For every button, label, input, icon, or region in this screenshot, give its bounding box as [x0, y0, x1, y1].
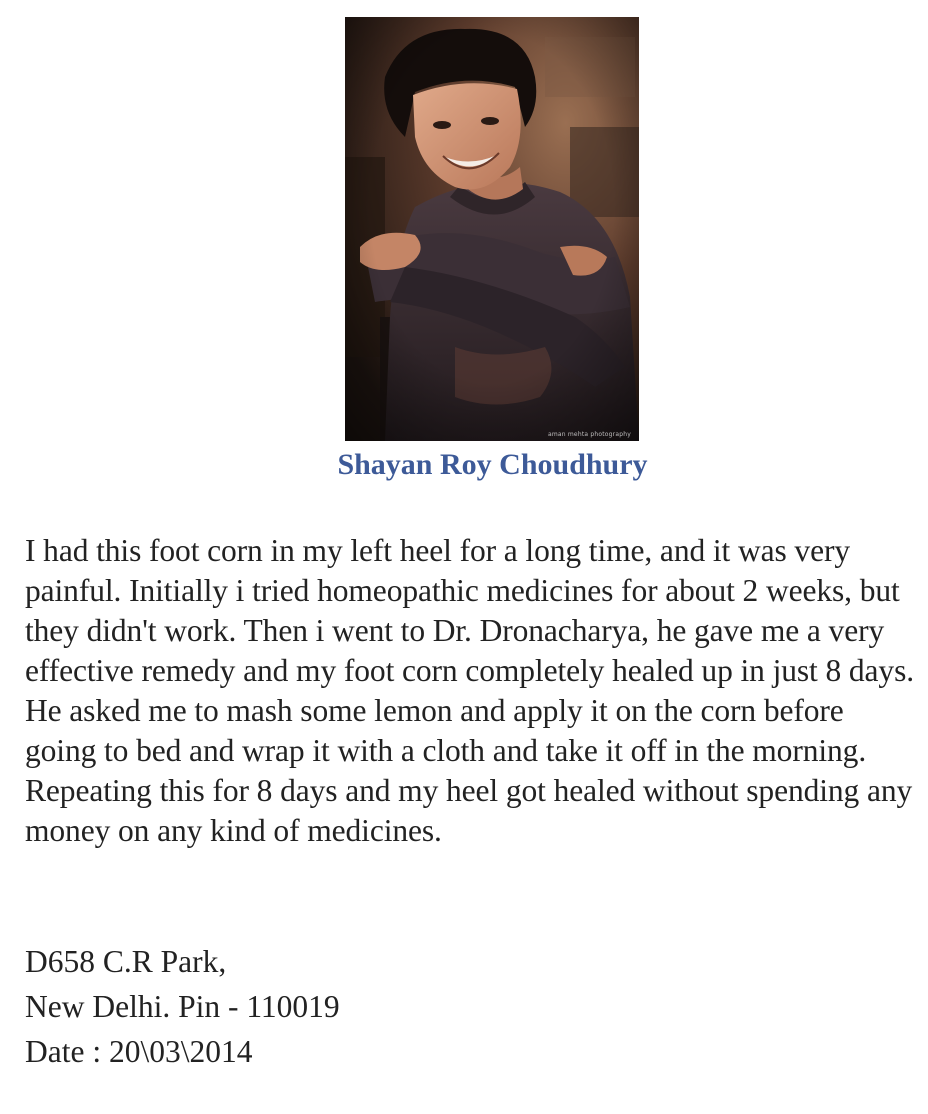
testimonial-date: Date : 20\03\2014: [25, 1034, 253, 1069]
testimonial-text: I had this foot corn in my left heel for a long time, and it was very painful. Initially i tried homeopathic medicines for about 2 weeks, but they didn't work. Then i went to Dr. Dronacharya, he gave me a very effective remedy and my foot corn completely healed up in just 8 days. He asked me to mash some lemon and apply it on the corn before going to bed and wrap it with a cloth and take it off in the morning. Repeating this for 8 days and my heel got healed without spending any money on any kind of medicines.: [25, 533, 915, 848]
portrait-photo: [345, 17, 639, 441]
address-line-1: D658 C.R Park,: [25, 944, 227, 979]
photo-watermark: aman mehta photography: [547, 431, 631, 438]
person-name: Shayan Roy Choudhury: [337, 448, 648, 481]
address-block: [25, 939, 905, 1074]
address-line-2: New Delhi. Pin - 110019: [25, 989, 340, 1024]
